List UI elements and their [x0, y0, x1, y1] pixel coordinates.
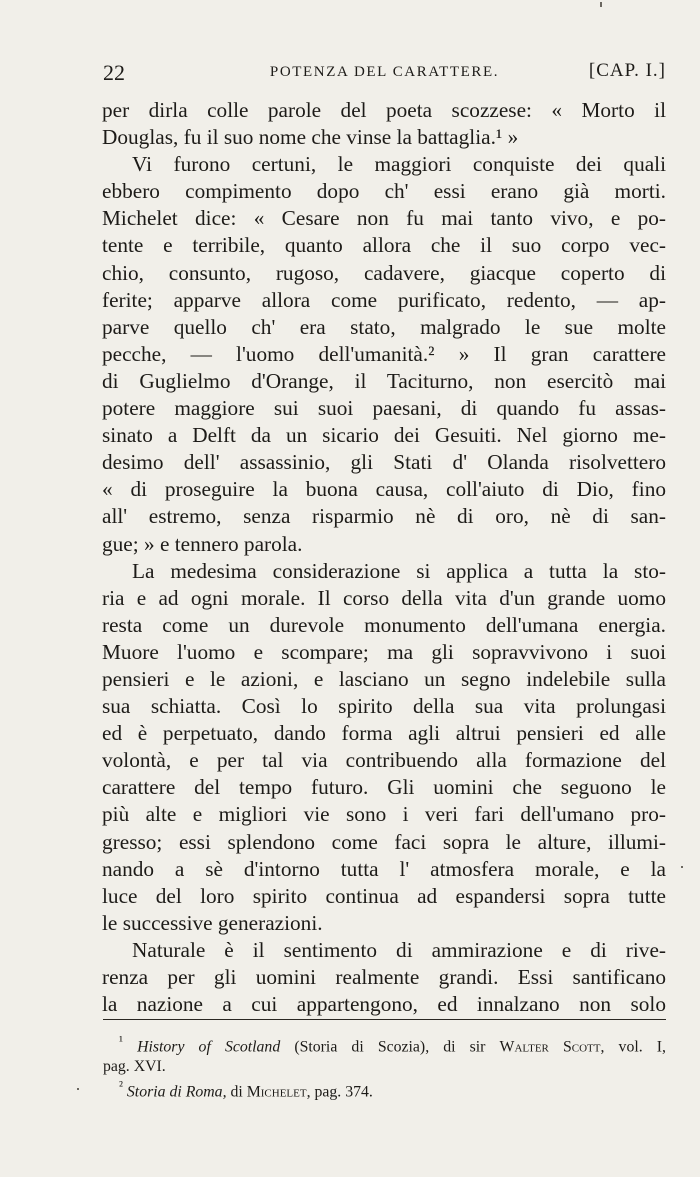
text-line: Vi furono certuni, le maggiori conquiste dei quali — [132, 152, 666, 177]
text-line: all' estremo, senza risparmio nè di oro, nè di san- — [102, 504, 666, 529]
text-line: nando a sè d'intorno tutta l' atmosfera morale, e la — [102, 856, 666, 881]
text-line: Michelet dice: « Cesare non fu mai tanto vivo, e po- — [102, 206, 666, 231]
text-line: chio, consunto, rugoso, cadavere, giacque coperto di — [102, 260, 666, 285]
text-line: tente e terribile, quanto allora che il suo corpo vec- — [102, 233, 666, 258]
footnote-text: di — [226, 1083, 247, 1101]
page-header — [103, 60, 666, 86]
text-line: per dirla colle parole del poeta scozzese: « Morto il — [102, 98, 666, 122]
text-line: ria e ad ogni morale. Il corso della vita d'un grande uomo — [102, 585, 666, 610]
text-line: di Guglielmo d'Orange, il Taciturno, non esercitò mai — [102, 368, 666, 393]
text-line: renza per gli uomini realmente grandi. Essi santificano — [102, 965, 666, 989]
text-line: sinato a Delft da un sicario dei Gesuiti. Nel giorno me- — [102, 423, 666, 448]
text-line: pecche, — l'uomo dell'umanità.² » Il gran carattere — [102, 341, 666, 366]
footnote-text: , vol. I, — [600, 1038, 666, 1056]
page-number: 22 — [103, 60, 125, 85]
text-line: ferite; apparve allora come purificato, redento, — ap- — [102, 287, 666, 312]
chapter-label: [CAP. I.] — [588, 60, 666, 81]
footnote-title: History of Scotland — [137, 1038, 281, 1056]
text-line: gresso; essi splendono come faci sopra le alture, illumi- — [102, 829, 666, 854]
text-line: luce del loro spirito continua ad espandersi sopra tutte — [102, 883, 666, 908]
footnote-1-continuation: pag. XVI. — [103, 1057, 166, 1075]
text-line: « di proseguire la buona causa, coll'aiuto di Dio, fino — [102, 477, 666, 502]
text-line: potere maggiore sui suoi paesani, di quando fu assas- — [102, 396, 666, 421]
footnote-text: (Storia di Scozia), di sir — [280, 1038, 500, 1056]
text-line: più alte e migliori vie sono i veri fari dell'umano pro- — [102, 802, 666, 827]
text-line: volontà, e per tal via contribuendo alla formazione del — [102, 748, 666, 773]
footnote-rule — [103, 1019, 666, 1020]
text-line: sua schiatta. Così lo spirito della sua vita prolungasi — [102, 694, 666, 719]
scan-speck — [600, 2, 602, 7]
footnote-marker: ¹ — [119, 1033, 123, 1048]
footnote-author: Michelet — [246, 1083, 307, 1101]
text-line: pensieri e le azioni, e lasciano un segno indelebile sulla — [102, 666, 666, 691]
text-line: La medesima considerazione si applica a tutta la sto- — [132, 558, 666, 583]
text-line: gue; » e tennero parola. — [102, 531, 303, 556]
footnotes — [103, 1031, 666, 1102]
scan-speck — [77, 1088, 79, 1090]
footnote-marker: ² — [119, 1078, 123, 1094]
text-line: ed è perpetuato, dando forma agli altrui pensieri ed alle — [102, 721, 666, 746]
running-title: POTENZA DEL CARATTERE. — [269, 64, 500, 80]
footnote-author: Walter Scott — [499, 1038, 601, 1056]
scan-speck — [681, 866, 683, 868]
footnote-2 — [103, 1076, 666, 1102]
text-line: Naturale è il sentimento di ammirazione e di rive- — [132, 937, 666, 962]
text-line: desimo dell' assassinio, gli Stati d' Olanda risolvettero — [102, 450, 666, 475]
text-line: parve quello ch' era stato, malgrado le sue molte — [102, 314, 666, 339]
text-line: la nazione a cui appartengono, ed innalzano non solo — [102, 992, 666, 1017]
footnote-title: Storia di Roma, — [126, 1083, 227, 1101]
body-text — [102, 97, 666, 1018]
footnote-1 — [103, 1031, 666, 1057]
text-line: le successive generazioni. — [102, 910, 323, 935]
text-line: carattere del tempo futuro. Gli uomini che seguono le — [102, 775, 666, 800]
text-line: Muore l'uomo e scompare; ma gli sopravvivono i suoi — [102, 639, 666, 664]
text-line: Douglas, fu il suo nome che vinse la battaglia.¹ » — [102, 125, 519, 150]
footnote-text: , pag. 374. — [306, 1083, 373, 1101]
text-line: ebbero compimento dopo ch' essi erano già morti. — [102, 179, 666, 204]
text-line: resta come un durevole monumento dell'umana energia. — [102, 612, 666, 637]
